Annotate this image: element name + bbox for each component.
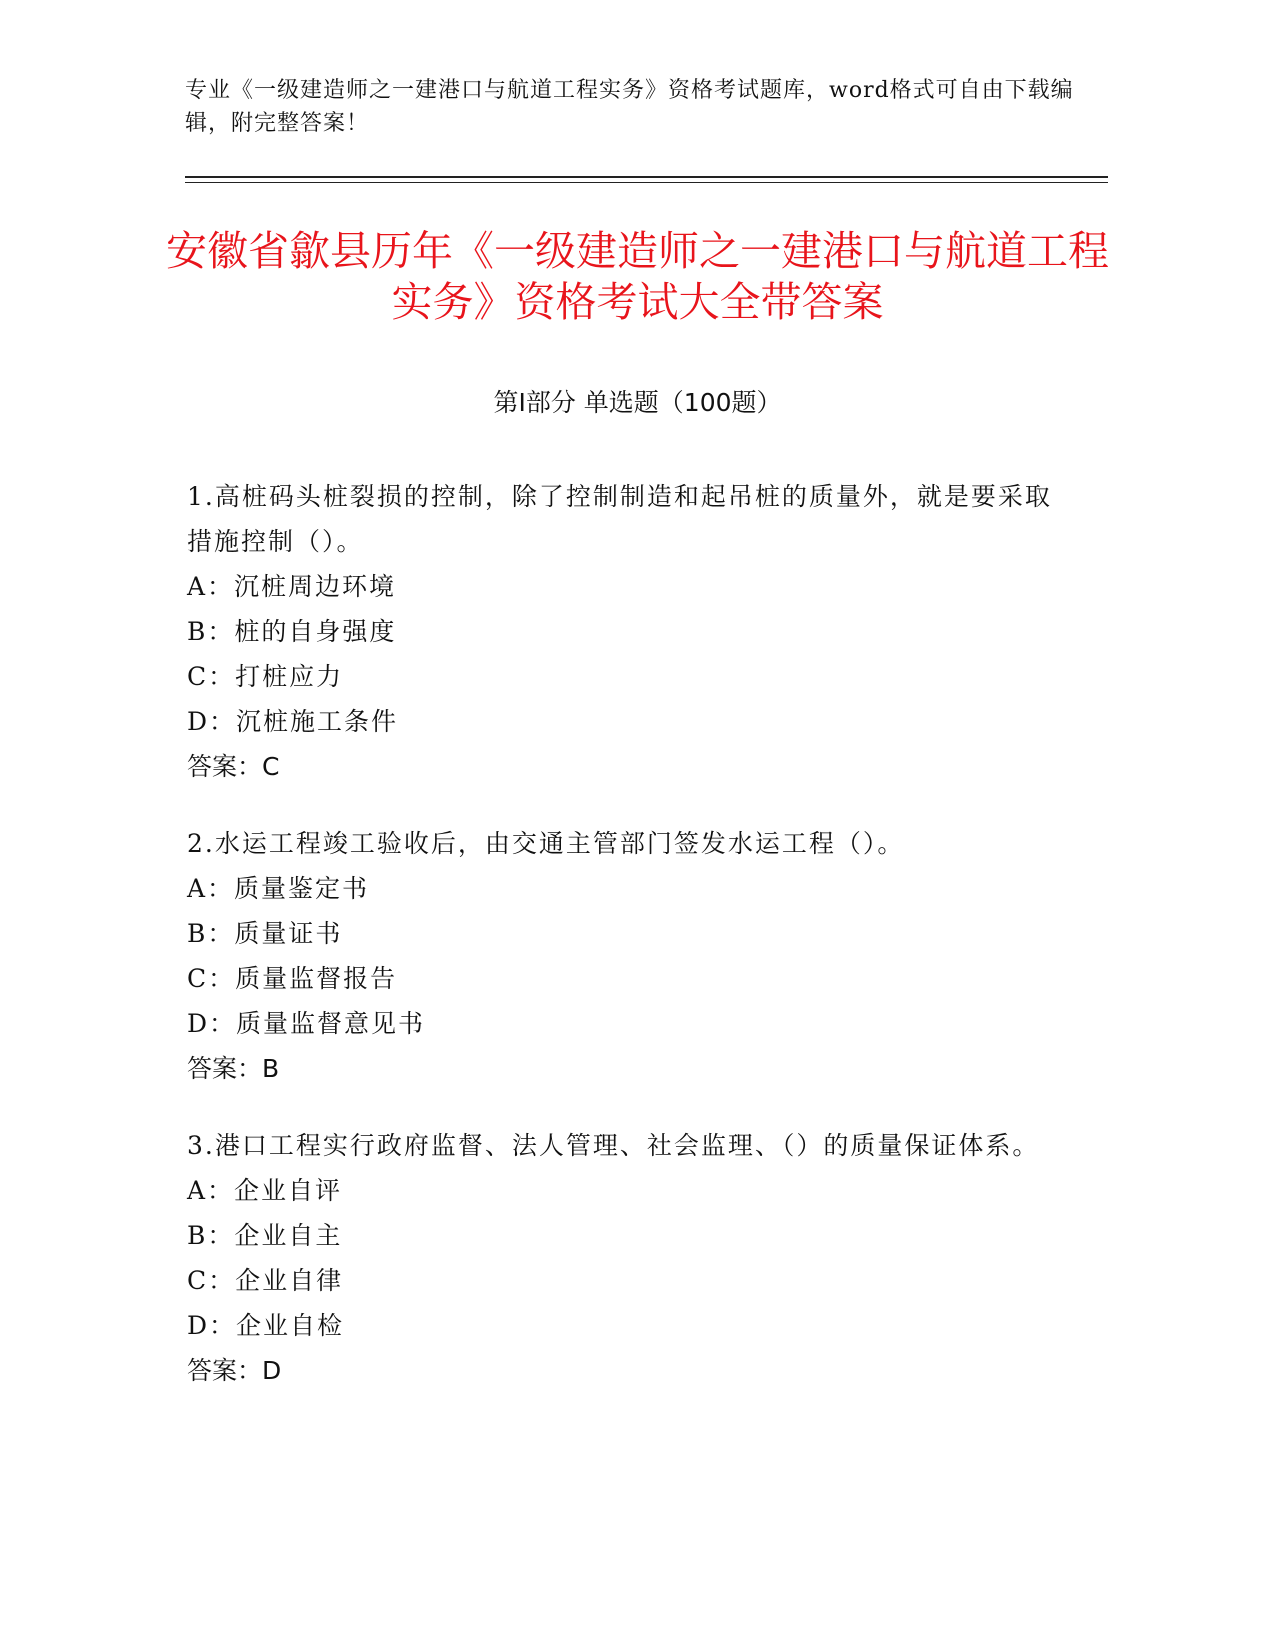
- question-3: [187, 1123, 1067, 1393]
- option-c: C：质量监督报告: [187, 964, 398, 993]
- option-c: C：打桩应力: [187, 662, 344, 691]
- header-note: 专业《一级建造师之一建港口与航道工程实务》资格考试题库，word格式可自由下载编辑，附完整答案！: [185, 78, 1074, 136]
- question-2: [187, 821, 1067, 1091]
- question-stem: 3.港口工程实行政府监督、法人管理、社会监理、（）的质量保证体系。: [187, 1131, 1040, 1160]
- answer: 答案：D: [187, 1356, 282, 1385]
- option-d: D：企业自检: [187, 1311, 345, 1340]
- option-d: D：沉桩施工条件: [187, 707, 399, 736]
- question-1: [187, 474, 1067, 789]
- option-a: A：沉桩周边环境: [187, 572, 397, 601]
- option-b: B：桩的自身强度: [187, 617, 397, 646]
- header-divider-thick: [185, 176, 1108, 178]
- option-a: A：质量鉴定书: [187, 874, 370, 903]
- question-stem: 1.高桩码头桩裂损的控制，除了控制制造和起吊桩的质量外，就是要采取措施控制（）。: [187, 482, 1052, 556]
- answer: 答案：B: [187, 1054, 280, 1083]
- answer: 答案：C: [187, 752, 280, 781]
- question-list: [187, 474, 1067, 1425]
- option-a: A：企业自评: [187, 1176, 343, 1205]
- option-d: D：质量监督意见书: [187, 1009, 426, 1038]
- option-b: B：质量证书: [187, 919, 343, 948]
- option-b: B：企业自主: [187, 1221, 343, 1250]
- option-c: C：企业自律: [187, 1266, 344, 1295]
- question-stem: 2.水运工程竣工验收后，由交通主管部门签发水运工程（）。: [187, 829, 905, 858]
- section-title: 第Ⅰ部分 单选题（100题）: [493, 388, 782, 417]
- header-divider-thin: [185, 182, 1108, 183]
- document-title: 安徽省歙县历年《一级建造师之一建港口与航道工程实务》资格考试大全带答案: [166, 227, 1109, 326]
